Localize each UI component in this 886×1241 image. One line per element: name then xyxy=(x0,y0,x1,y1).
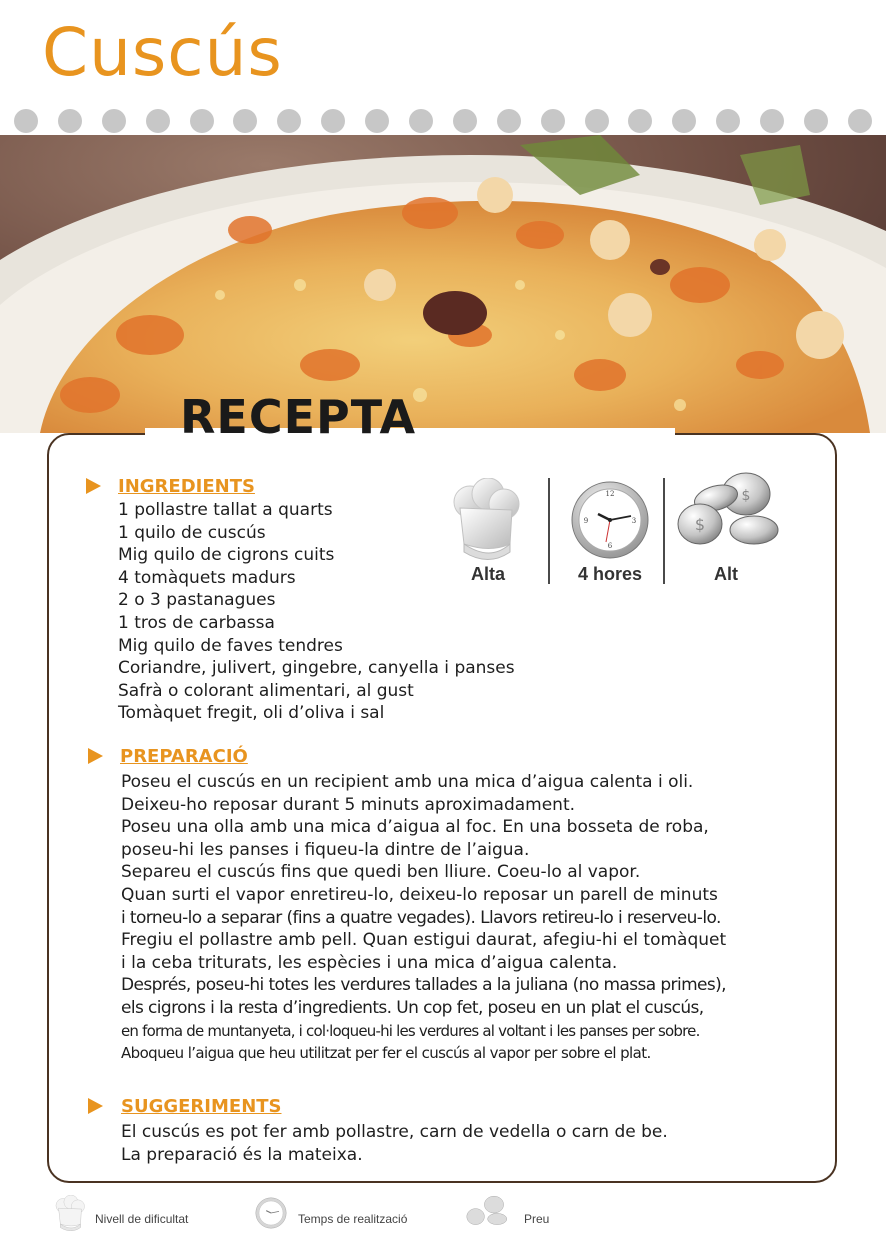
bullet-arrow-icon xyxy=(88,748,103,764)
list-item: Fregiu el pollastre amb pell. Quan estigui daurat, afegiu-hi el tomàquet xyxy=(121,930,727,951)
bullet-arrow-icon xyxy=(86,478,101,494)
recipe-info-panel xyxy=(448,472,798,587)
coins-icon xyxy=(676,472,786,558)
list-item: Després, poseu-hi totes les verdures tallades a la juliana (no massa primes), xyxy=(121,975,726,996)
suggestions-text xyxy=(121,1121,668,1166)
list-item: Mig quilo de faves tendres xyxy=(118,635,343,656)
time-info xyxy=(560,472,660,587)
dot-divider xyxy=(14,109,872,135)
list-item: 1 pollastre tallat a quarts xyxy=(118,500,333,520)
svg-text:$: $ xyxy=(694,515,706,534)
chef-hat-icon xyxy=(52,1195,88,1231)
price-value: Alt xyxy=(714,564,738,584)
list-item: Poseu una olla amb una mica d’aigua al foc. En una bosseta de roba, xyxy=(121,817,709,838)
ingredients-heading: INGREDIENTS xyxy=(118,476,255,497)
list-item: Aboqueu l’aigua que heu utilitzat per fer el cuscús al vapor per sobre el plat. xyxy=(121,1044,651,1063)
coins-icon xyxy=(466,1195,510,1231)
couscous-dish-photo xyxy=(0,135,886,433)
bullet-arrow-icon xyxy=(88,1098,103,1114)
svg-text:6: 6 xyxy=(607,542,613,550)
list-item: 2 o 3 pastanagues xyxy=(118,590,276,611)
legend-label: Nivell de dificultat xyxy=(95,1212,189,1226)
list-item: en forma de muntanyeta, i col·loqueu-hi les verdures al voltant i les panses per sobre. xyxy=(121,1021,700,1040)
time-value: 4 hores xyxy=(577,564,643,584)
list-item: 1 tros de carbassa xyxy=(118,612,275,633)
list-item: Mig quilo de cigrons cuits xyxy=(118,545,335,566)
legend-label: Preu xyxy=(524,1212,550,1226)
legend-difficulty xyxy=(52,1195,252,1235)
page-title: Cuscús xyxy=(42,14,283,91)
svg-text:12: 12 xyxy=(605,490,615,498)
legend-label: Temps de realització xyxy=(298,1212,408,1226)
legend-price xyxy=(466,1195,586,1235)
list-item: Deixeu-ho reposar durant 5 minuts aproximadament. xyxy=(121,794,576,815)
svg-text:9: 9 xyxy=(583,517,589,525)
preparation-heading: PREPARACIÓ xyxy=(120,746,248,767)
suggestions-heading: SUGGERIMENTS xyxy=(121,1096,282,1117)
difficulty-info xyxy=(448,472,548,587)
list-item: 1 quilo de cuscús xyxy=(118,522,266,543)
list-item: poseu-hi les panses i fiqueu-la dintre de l’aigua. xyxy=(121,839,530,860)
list-item: Safrà o colorant alimentari, al gust xyxy=(118,680,414,701)
list-item: i la ceba triturats, les espècies i una mica d’aigua calenta. xyxy=(121,952,618,973)
list-item: Quan surti el vapor enretireu-lo, deixeu-lo reposar un parell de minuts xyxy=(121,884,718,905)
price-info xyxy=(676,472,776,587)
clock-icon xyxy=(255,1197,287,1229)
list-item: els cigrons i la resta d’ingredients. Un cop fet, poseu en un plat el cuscús, xyxy=(121,997,704,1018)
chef-hat-icon xyxy=(452,478,520,560)
legend-time xyxy=(255,1195,455,1235)
list-item: Separeu el cuscús fins que quedi ben lliure. Coeu-lo al vapor. xyxy=(121,862,641,883)
list-item: i torneu-lo a separar (fins a quatre vegades). Llavors retireu-lo i reserveu-lo. xyxy=(121,907,721,928)
list-item: Tomàquet fregit, oli d’oliva i sal xyxy=(118,703,385,724)
section-label: RECEPTA xyxy=(180,390,417,444)
clock-icon xyxy=(570,480,650,560)
list-item: Coriandre, julivert, gingebre, canyella i panses xyxy=(118,658,515,679)
list-item: Poseu el cuscús en un recipient amb una mica d’aigua calenta i oli. xyxy=(121,772,694,792)
list-item: La preparació és la mateixa. xyxy=(121,1144,363,1165)
list-item: 4 tomàquets madurs xyxy=(118,567,296,588)
preparation-text xyxy=(121,771,726,1065)
difficulty-value: Alta xyxy=(470,564,505,584)
svg-text:3: 3 xyxy=(631,517,637,525)
list-item: El cuscús es pot fer amb pollastre, carn de vedella o carn de be. xyxy=(121,1122,668,1142)
svg-text:$: $ xyxy=(741,488,751,504)
